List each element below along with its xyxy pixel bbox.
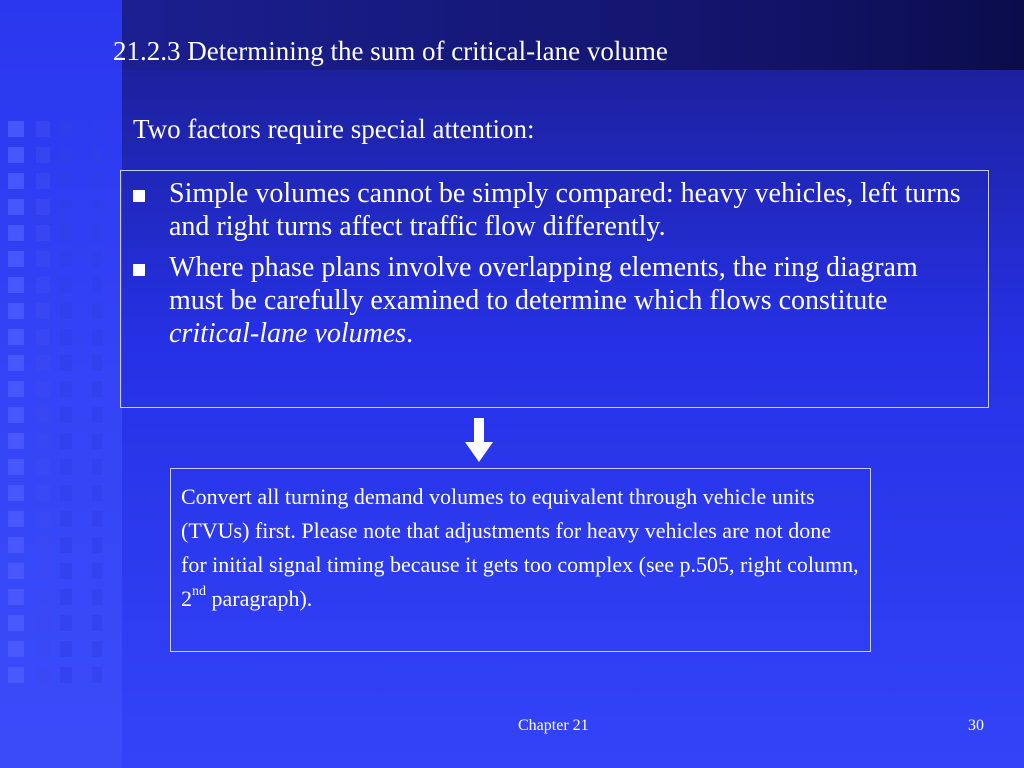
decorative-square <box>36 589 50 605</box>
decorative-square-row <box>0 246 122 272</box>
decorative-square <box>8 147 24 163</box>
decorative-square <box>36 225 50 241</box>
decorative-square-row <box>0 350 122 376</box>
decorative-square <box>8 407 24 423</box>
decorative-square <box>36 615 50 631</box>
decorative-square-row <box>0 558 122 584</box>
bullet-text-start: Where phase plans involve overlapping elements, the ring diagram must be carefully examined to determine which flows constitute <box>169 252 918 316</box>
decorative-square <box>92 615 102 631</box>
footer-chapter: Chapter 21 <box>518 717 589 734</box>
factors-box <box>120 170 989 408</box>
list-item <box>121 251 988 350</box>
decorative-square <box>92 641 102 657</box>
decorative-square <box>8 615 24 631</box>
decorative-square <box>8 459 24 475</box>
decorative-square-row <box>0 298 122 324</box>
decorative-square <box>36 511 50 527</box>
decorative-square <box>60 511 72 527</box>
slide-title: 21.2.3 Determining the sum of critical-lane volume <box>113 36 668 66</box>
decorative-square <box>60 459 72 475</box>
decorative-square <box>92 199 102 215</box>
decorative-square <box>60 615 72 631</box>
decorative-square <box>60 355 72 371</box>
decorative-square <box>36 433 50 449</box>
decorative-square <box>8 329 24 345</box>
decorative-square <box>92 433 102 449</box>
decorative-square <box>60 303 72 319</box>
decorative-square <box>92 667 102 683</box>
decorative-square <box>8 199 24 215</box>
decorative-square <box>92 303 102 319</box>
decorative-square <box>92 251 102 267</box>
decorative-square <box>92 563 102 579</box>
decorative-square-row <box>0 428 122 454</box>
decorative-square <box>8 277 24 293</box>
decorative-square-row <box>0 272 122 298</box>
decorative-square <box>36 641 50 657</box>
page-number: 30 <box>968 717 984 734</box>
decorative-square <box>8 537 24 553</box>
decorative-square <box>60 433 72 449</box>
decorative-square <box>36 147 50 163</box>
decorative-square <box>92 121 102 137</box>
decorative-square-row <box>0 194 122 220</box>
decorative-square <box>36 355 50 371</box>
bullet-text: Simple volumes cannot be simply compared: heavy vehicles, left turns and right turns affect traffic flow differently. <box>169 178 961 242</box>
decorative-square-row <box>0 220 122 246</box>
decorative-square <box>36 121 50 137</box>
decorative-square <box>36 329 50 345</box>
bullet-icon <box>133 264 145 276</box>
decorative-square <box>60 667 72 683</box>
decorative-square-row <box>0 376 122 402</box>
slide-subtitle: Two factors require special attention: <box>133 114 535 144</box>
decorative-square <box>8 667 24 683</box>
down-arrow-icon <box>465 418 493 462</box>
decorative-square <box>8 433 24 449</box>
decorative-square-row <box>0 610 122 636</box>
decorative-square <box>92 485 102 501</box>
decorative-square <box>8 173 24 189</box>
decorative-square <box>8 563 24 579</box>
decorative-square <box>8 641 24 657</box>
decorative-square <box>60 225 72 241</box>
note-text-end: paragraph). <box>206 586 313 611</box>
decorative-square <box>60 407 72 423</box>
decorative-square-row <box>0 454 122 480</box>
decorative-square <box>8 381 24 397</box>
decorative-square-row <box>0 168 122 194</box>
decorative-square <box>36 485 50 501</box>
decorative-square <box>60 563 72 579</box>
decorative-square <box>36 667 50 683</box>
decorative-square <box>36 407 50 423</box>
decorative-square-row <box>0 662 122 688</box>
note-box <box>170 468 871 652</box>
bullet-text-end: . <box>406 318 414 349</box>
decorative-square <box>92 329 102 345</box>
decorative-square-row <box>0 142 122 168</box>
decorative-square <box>60 251 72 267</box>
decorative-square <box>92 459 102 475</box>
decorative-square <box>8 511 24 527</box>
decorative-square <box>92 407 102 423</box>
decorative-square <box>60 537 72 553</box>
decorative-square <box>36 563 50 579</box>
decorative-squares <box>0 116 122 688</box>
factor-list <box>121 177 988 350</box>
decorative-square <box>36 537 50 553</box>
decorative-square <box>36 251 50 267</box>
decorative-square-row <box>0 116 122 142</box>
decorative-square-row <box>0 324 122 350</box>
note-text: Convert all turning demand volumes to equivalent through vehicle units (TVUs) first. Please note that adjustments for heavy vehicles are not done for initial signal timing because it gets too complex (see p.505, right column, 2 <box>181 484 859 611</box>
decorative-square <box>60 121 72 137</box>
decorative-square <box>8 303 24 319</box>
list-item <box>121 177 988 243</box>
decorative-square <box>36 199 50 215</box>
decorative-square <box>8 355 24 371</box>
decorative-square <box>36 277 50 293</box>
decorative-square <box>92 147 102 163</box>
decorative-square <box>92 511 102 527</box>
bullet-icon <box>133 190 145 202</box>
bullet-text <box>169 251 988 350</box>
decorative-square <box>60 277 72 293</box>
decorative-square <box>92 381 102 397</box>
decorative-square-row <box>0 506 122 532</box>
decorative-square-row <box>0 636 122 662</box>
decorative-square <box>60 485 72 501</box>
decorative-square <box>60 173 72 189</box>
bullet-text-emphasis: critical-lane volumes <box>169 318 407 349</box>
decorative-square <box>8 251 24 267</box>
decorative-square-row <box>0 402 122 428</box>
decorative-square <box>60 329 72 345</box>
decorative-square <box>60 589 72 605</box>
decorative-square <box>60 147 72 163</box>
decorative-square <box>92 277 102 293</box>
decorative-square <box>8 225 24 241</box>
decorative-square <box>8 589 24 605</box>
decorative-square <box>60 641 72 657</box>
decorative-square <box>60 199 72 215</box>
decorative-square <box>92 537 102 553</box>
decorative-square-row <box>0 584 122 610</box>
decorative-square-row <box>0 480 122 506</box>
note-superscript: nd <box>192 584 206 599</box>
decorative-square <box>92 355 102 371</box>
decorative-square-row <box>0 532 122 558</box>
decorative-square <box>36 173 50 189</box>
decorative-square <box>92 225 102 241</box>
decorative-square <box>36 303 50 319</box>
decorative-square <box>60 381 72 397</box>
decorative-square <box>8 121 24 137</box>
decorative-square <box>36 381 50 397</box>
decorative-square <box>36 459 50 475</box>
decorative-square <box>92 173 102 189</box>
decorative-square <box>92 589 102 605</box>
decorative-square <box>8 485 24 501</box>
